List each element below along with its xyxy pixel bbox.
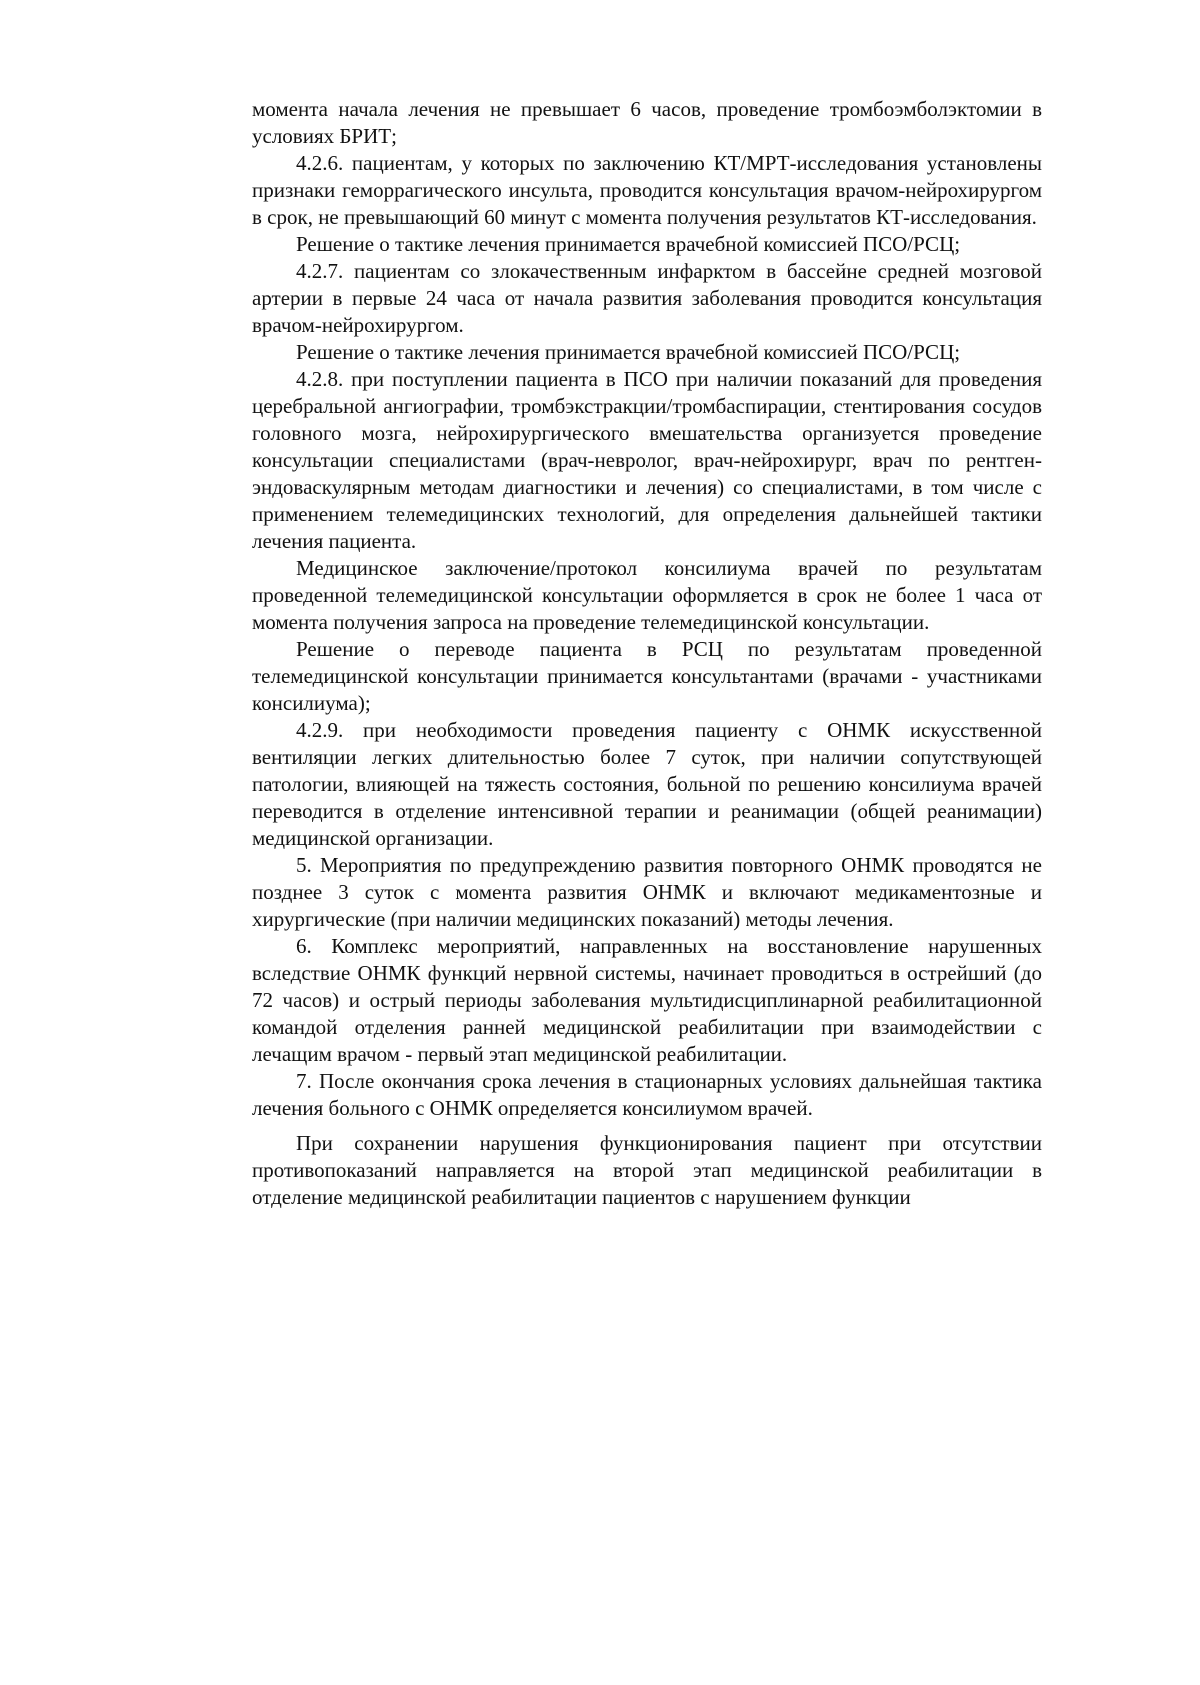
paragraph-5: 5. Мероприятия по предупреждению развития повторного ОНМК проводятся не позднее 3 суток с момента развития ОНМК и включают медикаментозные и хирургические (при наличии медицинских показаний) методы лечения. [252, 853, 1042, 931]
paragraph-4-2-8: 4.2.8. при поступлении пациента в ПСО при наличии показаний для проведения церебральной ангиографии, тромбэкстракции/тромбаспирации, стентирования сосудов головного мозга, нейрохирургического вмешательства организуется проведение консультации специалистами (врач-невролог, врач-нейрохирург, врач по рентген-эндоваскулярным методам диагностики и лечения) со специалистами, в том числе с применением телемедицинских технологий, для определения дальнейшей тактики лечения пациента. [252, 367, 1042, 553]
paragraph-decision-2: Решение о тактике лечения принимается врачебной комиссией ПСО/РСЦ; [296, 340, 961, 364]
paragraph-4-2-7: 4.2.7. пациентам со злокачественным инфарктом в бассейне средней мозговой артерии в первые 24 часа от начала развития заболевания проводится консультация врачом-нейрохирургом. [252, 259, 1042, 337]
paragraph-transfer-decision: Решение о переводе пациента в РСЦ по результатам проведенной телемедицинской консультации принимается консультантами (врачами - участниками консилиума); [252, 637, 1042, 715]
paragraph-6: 6. Комплекс мероприятий, направленных на восстановление нарушенных вследствие ОНМК функций нервной системы, начинает проводиться в острейший (до 72 часов) и острый периоды заболевания мультидисциплинарной реабилитационной командой отделения ранней медицинской реабилитации при взаимодействии с лечащим врачом - первый этап медицинской реабилитации. [252, 934, 1042, 1066]
paragraph-decision-1: Решение о тактике лечения принимается врачебной комиссией ПСО/РСЦ; [296, 232, 961, 256]
document-body [252, 96, 1042, 1211]
paragraph-medical-conclusion: Медицинское заключение/протокол консилиума врачей по результатам проведенной телемедицинской консультации оформляется в срок не более 1 часа от момента получения запроса на проведение телемедицинской консультации. [252, 556, 1042, 634]
paragraph-7: 7. После окончания срока лечения в стационарных условиях дальнейшая тактика лечения больного с ОНМК определяется консилиумом врачей. [252, 1069, 1042, 1120]
paragraph-rehabilitation: При сохранении нарушения функционирования пациент при отсутствии противопоказаний направляется на второй этап медицинской реабилитации в отделение медицинской реабилитации пациентов с нарушением функции [252, 1131, 1042, 1209]
paragraph-4-2-6: 4.2.6. пациентам, у которых по заключению КТ/МРТ-исследования установлены признаки геморрагического инсульта, проводится консультация врачом-нейрохирургом в срок, не превышающий 60 минут с момента получения результатов КТ-исследования. [252, 151, 1042, 229]
paragraph-continuation: момента начала лечения не превышает 6 часов, проведение тромбоэмболэктомии в условиях БРИТ; [252, 97, 1042, 148]
paragraph-4-2-9: 4.2.9. при необходимости проведения пациенту с ОНМК искусственной вентиляции легких длительностью более 7 суток, при наличии сопутствующей патологии, влияющей на тяжесть состояния, больной по решению консилиума врачей переводится в отделение интенсивной терапии и реанимации (общей реанимации) медицинской организации. [252, 718, 1042, 850]
